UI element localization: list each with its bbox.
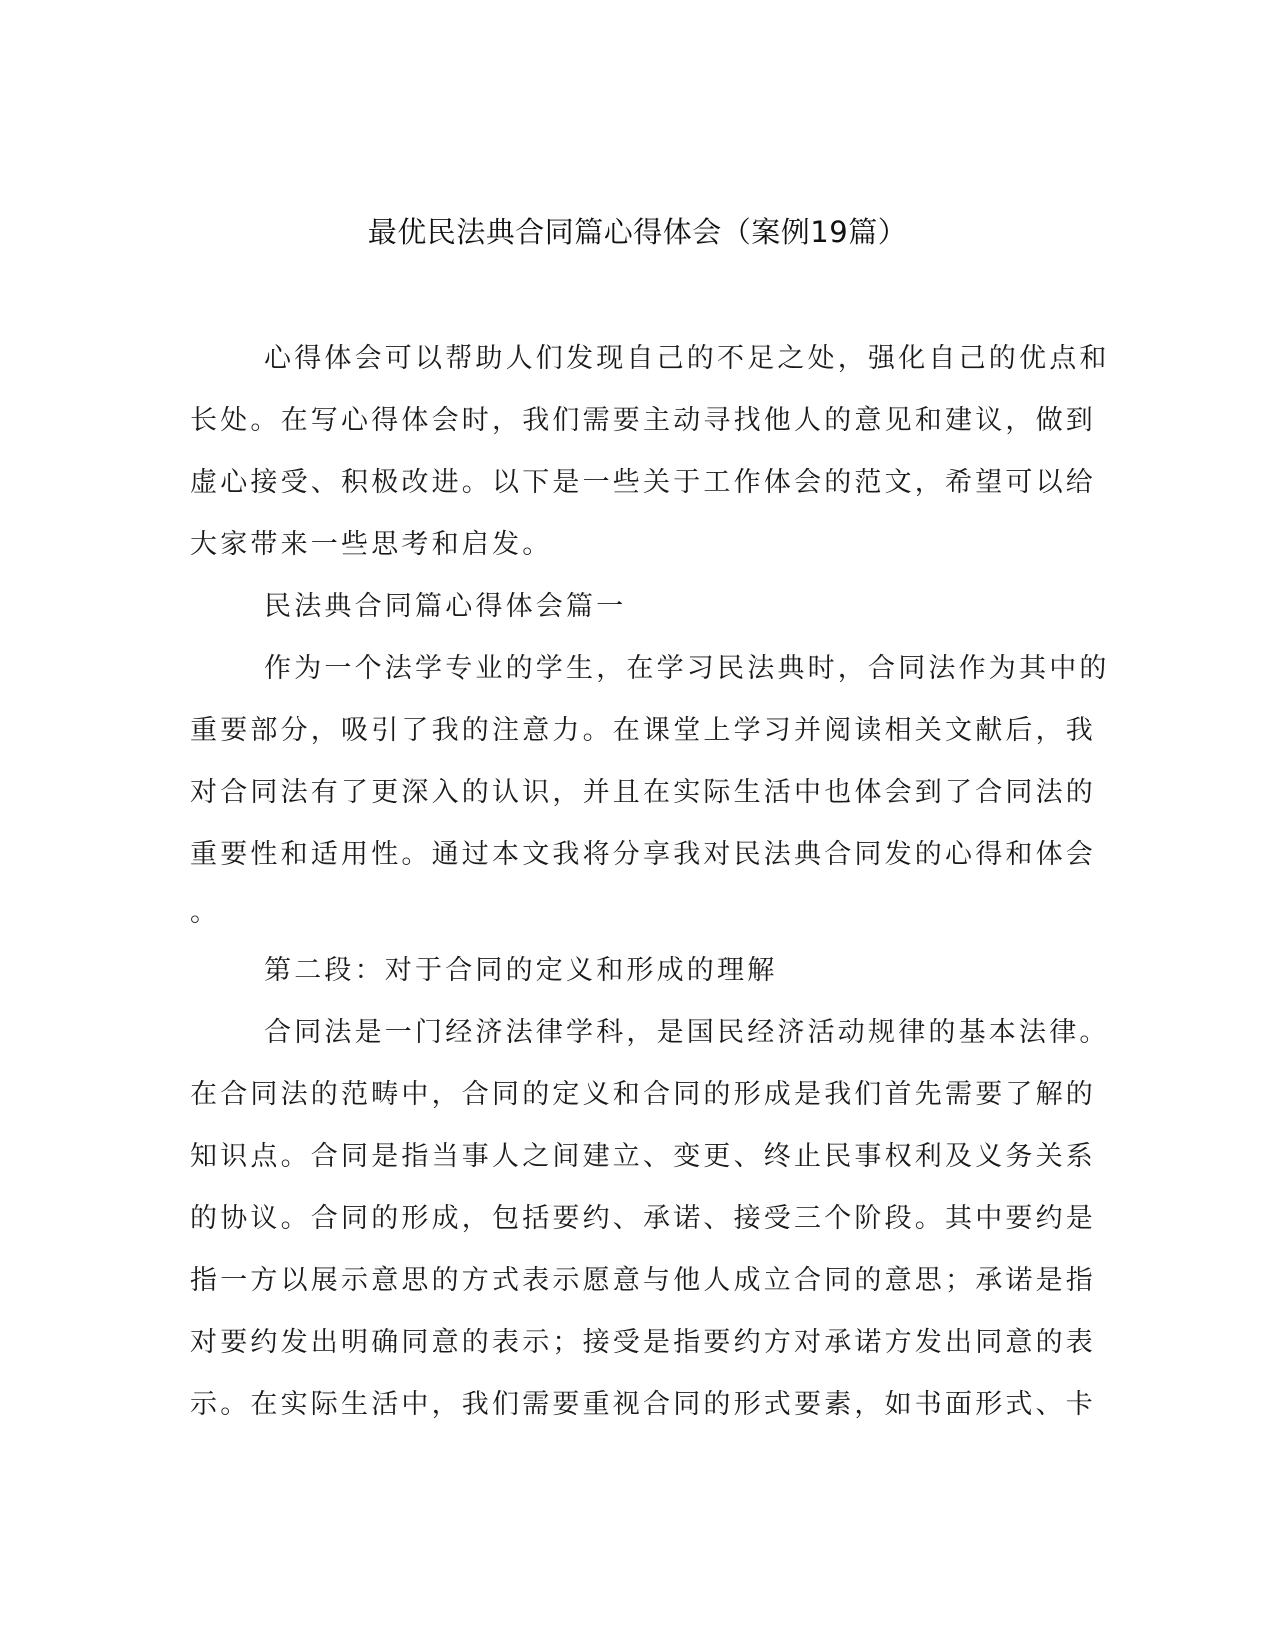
paragraph-line: 虚心接受、积极改进。以下是一些关于工作体会的范文，希望可以给 [190, 467, 1096, 498]
paragraph-line: 在合同法的范畴中，合同的定义和合同的形成是我们首先需要了解的 [190, 1079, 1096, 1110]
paragraph-line: 心得体会可以帮助人们发现自己的不足之处，强化自己的优点和 [264, 343, 1110, 374]
document-title: 最优民法典合同篇心得体会（案例19篇） [367, 215, 908, 249]
paragraph-line: 重要部分，吸引了我的注意力。在课堂上学习并阅读相关文献后，我 [190, 715, 1096, 746]
paragraph-line: 合同法是一门经济法律学科，是国民经济活动规律的基本法律。 [264, 1017, 1110, 1048]
paragraph-line: 大家带来一些思考和启发。 [190, 529, 553, 560]
paragraph-line: 重要性和适用性。通过本文我将分享我对民法典合同发的心得和体会 [190, 839, 1096, 870]
section-heading: 第二段：对于合同的定义和形成的理解 [264, 955, 778, 986]
paragraph-line: 长处。在写心得体会时，我们需要主动寻找他人的意见和建议，做到 [190, 405, 1096, 436]
document-body [190, 328, 1110, 1436]
paragraph-line: 知识点。合同是指当事人之间建立、变更、终止民事权利及义务关系 [190, 1141, 1096, 1172]
paragraph-line: 示。在实际生活中，我们需要重视合同的形式要素，如书面形式、卡 [190, 1389, 1096, 1420]
paragraph-line: 的协议。合同的形成，包括要约、承诺、接受三个阶段。其中要约是 [190, 1203, 1096, 1234]
paragraph-line: 。 [190, 897, 217, 928]
paragraph-line: 作为一个法学专业的学生，在学习民法典时，合同法作为其中的 [264, 653, 1110, 684]
paragraph-line: 指一方以展示意思的方式表示愿意与他人成立合同的意思；承诺是指 [190, 1265, 1096, 1296]
paragraph-line: 对合同法有了更深入的认识，并且在实际生活中也体会到了合同法的 [190, 777, 1096, 808]
section-heading: 民法典合同篇心得体会篇一 [264, 591, 627, 622]
paragraph-line: 对要约发出明确同意的表示；接受是指要约方对承诺方发出同意的表 [190, 1327, 1096, 1358]
